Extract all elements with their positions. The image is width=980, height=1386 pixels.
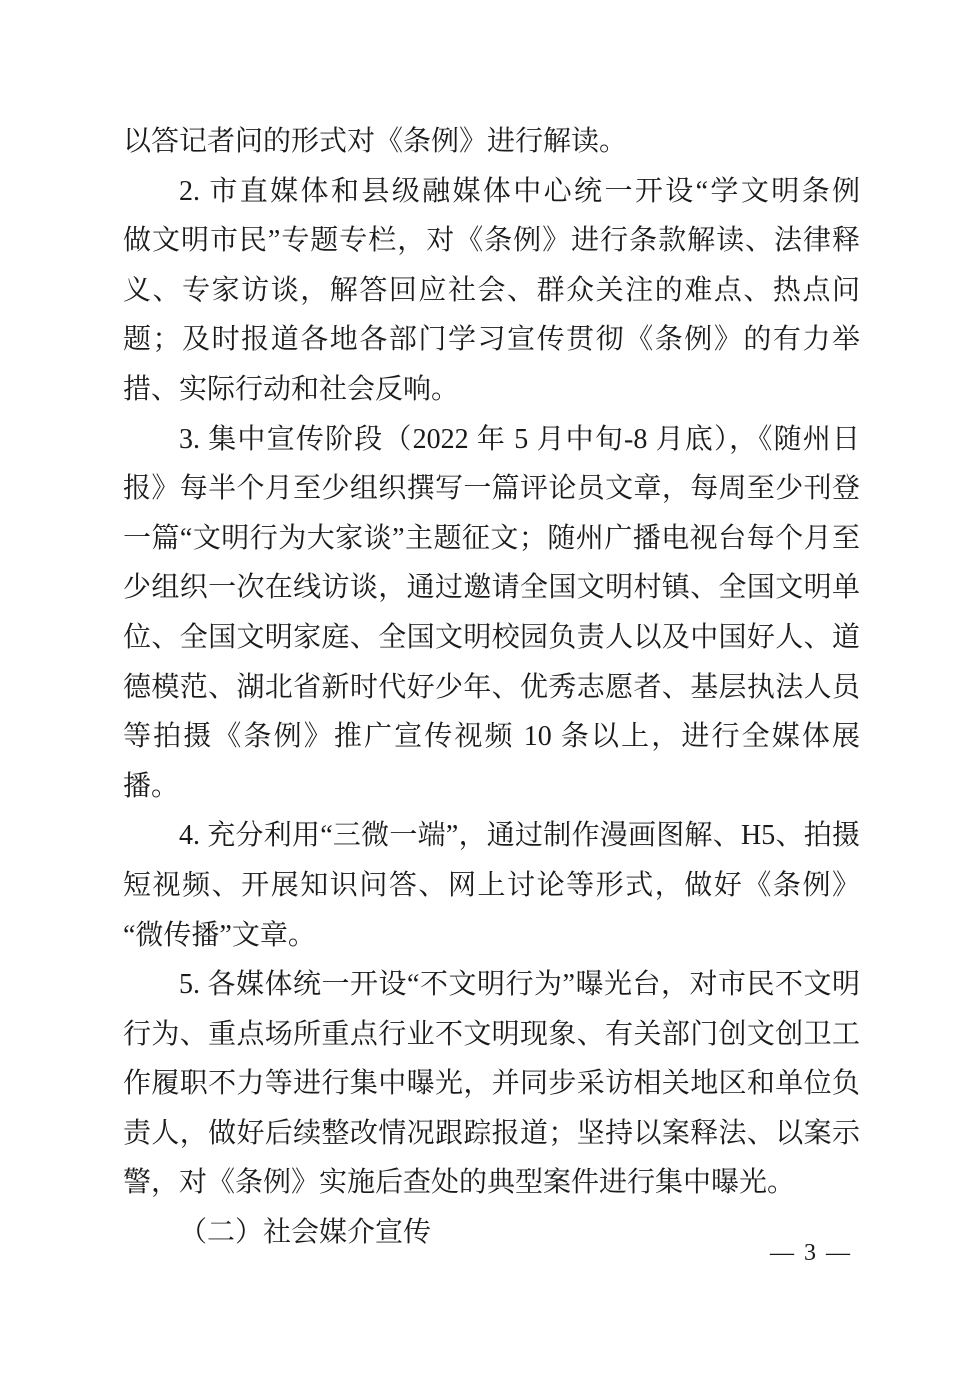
paragraph-item-4: 4. 充分利用“三微一端”，通过制作漫画图解、H5、拍摄短视频、开展知识问答、网上讨论等形式，做好《条例》“微传播”文章。 (123, 820, 860, 951)
page-number: — 3 — (770, 1240, 852, 1266)
paragraph-item-2: 2. 市直媒体和县级融媒体中心统一开设“学文明条例 做文明市民”专题专栏，对《条例》进行条款解读、法律释义、专家访谈，解答回应社会、群众关注的难点、热点问题；及时报道各地各部门学习宣传贯彻《条例》的有力举措、实际行动和社会反响。 (123, 175, 889, 405)
document-body (123, 117, 889, 1258)
paragraph-item-5: 5. 各媒体统一开设“不文明行为”曝光台，对市民不文明行为、重点场所重点行业不文明现象、有关部门创文创卫工作履职不力等进行集中曝光，并同步采访相关地区和单位负责人，做好后续整改情况跟踪报道；坚持以案释法、以案示警，对《条例》实施后查处的典型案件进行集中曝光。 (123, 969, 860, 1199)
section-heading: （二）社会媒介宣传 (179, 1217, 432, 1249)
paragraph-item-3: 3. 集中宣传阶段（2022 年 5 月中旬-8 月底），《随州日报》每半个月至少组织撰写一篇评论员文章，每周至少刊登一篇“文明行为大家谈”主题征文；随州广播电视台每个月至少组织一次在线访谈，通过邀请全国文明村镇、全国文明单位、全国文明家庭、全国文明校园负责人以及中国好人、道德模范、湖北省新时代好少年、优秀志愿者、基层执法人员等拍摄《条例》推广宣传视频 10 条以上，进行全媒体展播。 (123, 423, 860, 802)
paragraph-continuation: 以答记者问的形式对《条例》进行解读。 (123, 126, 628, 157)
